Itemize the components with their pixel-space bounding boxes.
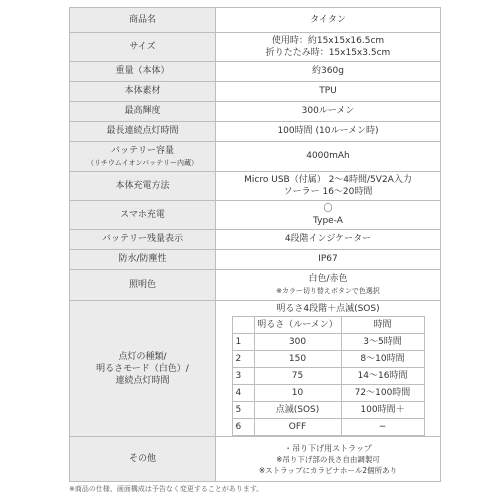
charging-value: [216, 172, 441, 201]
spec-row-battery: [70, 142, 441, 172]
spec-row-waterproof: [70, 250, 441, 270]
color-note: ※カラー切り替えボタンで色選択: [276, 287, 380, 295]
mode-row: [232, 419, 424, 436]
mode-no: 1: [232, 334, 254, 351]
mode-lumen: OFF: [254, 419, 341, 436]
spec-row-brightness: [70, 102, 441, 122]
smartphone-value: [216, 201, 441, 230]
charging-label: 本体充電方法: [70, 172, 216, 201]
mode-time: 8〜10時間: [341, 351, 424, 368]
lighting-label-line-1: 点灯の種類/: [118, 351, 167, 362]
color-value: [216, 270, 441, 301]
mode-lumen: 300: [254, 334, 341, 351]
header-label: 商品名: [70, 8, 216, 33]
mode-time: 3〜5時間: [341, 334, 424, 351]
spec-row-smartphone: [70, 201, 441, 230]
mode-time: 72〜100時間: [341, 385, 424, 402]
battery-label-main: バッテリー容量: [110, 145, 174, 156]
runtime-value: 100時間 (10ルーメン時): [216, 122, 441, 142]
mode-table-header: [232, 317, 424, 334]
lighting-mode-table: [232, 316, 425, 436]
battery-value: 4000mAh: [216, 142, 441, 172]
footer-note: ※商品の仕様、画面構成は予告なく変更することがあります。: [69, 485, 264, 493]
weight-value: 約360g: [216, 62, 441, 82]
mode-lumen: 75: [254, 368, 341, 385]
brightness-value: 300ルーメン: [216, 102, 441, 122]
lighting-title: 明るさ4段階＋点滅(SOS): [276, 304, 380, 314]
smartphone-label: スマホ充電: [70, 201, 216, 230]
other-strap: ・吊り下げ用ストラップ: [284, 443, 372, 453]
mode-no: 3: [232, 368, 254, 385]
spec-row-charging: [70, 172, 441, 201]
smartphone-port-type: Type-A: [313, 216, 343, 226]
smartphone-supported-mark: 〇: [323, 204, 333, 214]
brightness-label: 最高輝度: [70, 102, 216, 122]
indicator-label: バッテリー残量表示: [70, 230, 216, 250]
spec-row-size: [70, 33, 441, 62]
other-note-length: ※吊り下げ部の長さ自由調製可: [276, 454, 380, 464]
battery-label-sub: （リチウムイオンバッテリー内蔵）: [87, 158, 198, 167]
spec-row-color: [70, 270, 441, 301]
color-options: 白色/赤色: [308, 274, 348, 284]
spec-table: [69, 7, 441, 482]
other-note-carabiner: ※ストラップにカラビナホール2個所あり: [258, 465, 398, 475]
mode-row: [232, 334, 424, 351]
size-value: [216, 33, 441, 62]
mode-no: 2: [232, 351, 254, 368]
weight-label: 重量（本体）: [70, 62, 216, 82]
charging-line-solar: ソーラー 16〜20時間: [283, 187, 373, 197]
spec-sheet: [69, 7, 441, 482]
mode-lumen: 点滅(SOS): [254, 402, 341, 419]
mode-row: [232, 351, 424, 368]
mode-lumen: 150: [254, 351, 341, 368]
mode-time: −: [341, 419, 424, 436]
mode-row: [232, 368, 424, 385]
charging-line-usb: Micro USB（付属） 2〜4時間/5V2A入力: [244, 175, 412, 185]
mode-no: 5: [232, 402, 254, 419]
waterproof-label: 防水/防塵性: [70, 250, 216, 270]
indicator-value: 4段階インジケーター: [216, 230, 441, 250]
material-label: 本体素材: [70, 82, 216, 102]
spec-row-other: [70, 437, 441, 482]
lighting-value: [216, 301, 441, 437]
spec-row-runtime: [70, 122, 441, 142]
runtime-label: 最長連続点灯時間: [70, 122, 216, 142]
battery-label: [70, 142, 216, 172]
color-label: 照明色: [70, 270, 216, 301]
mode-row: [232, 402, 424, 419]
size-line-folded: 折りたたみ時：15x15x3.5cm: [265, 48, 391, 58]
product-name: タイタン: [216, 8, 441, 33]
mode-col-time: 時間: [341, 317, 424, 334]
spec-row-indicator: [70, 230, 441, 250]
header-row: [70, 8, 441, 33]
size-label: サイズ: [70, 33, 216, 62]
size-line-in-use: 使用時：約15x15x16.5cm: [271, 36, 385, 46]
lighting-label-line-3: 連続点灯時間: [115, 375, 170, 386]
mode-lumen: 10: [254, 385, 341, 402]
spec-row-lighting: [70, 301, 441, 437]
spec-row-material: [70, 82, 441, 102]
spec-row-weight: [70, 62, 441, 82]
other-value: [216, 437, 441, 482]
other-label: その他: [70, 437, 216, 482]
mode-col-lumen: 明るさ（ルーメン）: [254, 317, 341, 334]
mode-time: 14〜16時間: [341, 368, 424, 385]
lighting-label-line-2: 明るさモード（白色）/: [96, 363, 189, 374]
material-value: TPU: [216, 82, 441, 102]
mode-time: 100時間＋: [341, 402, 424, 419]
waterproof-value: IP67: [216, 250, 441, 270]
mode-col-no: [232, 317, 254, 334]
mode-no: 6: [232, 419, 254, 436]
mode-row: [232, 385, 424, 402]
mode-no: 4: [232, 385, 254, 402]
lighting-label: [70, 301, 216, 437]
